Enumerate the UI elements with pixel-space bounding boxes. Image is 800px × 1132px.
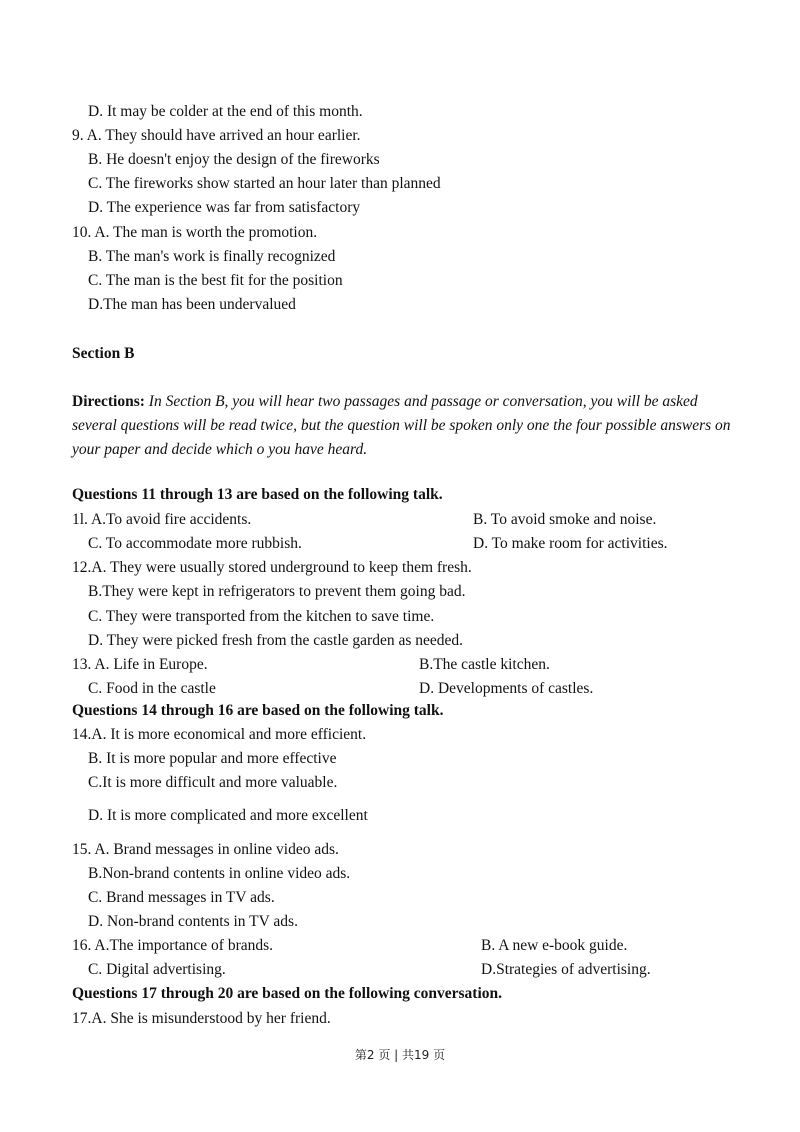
directions-label: Directions: (72, 393, 145, 410)
q15-option-b: B.Non-brand contents in online video ads. (88, 865, 351, 882)
page-footer: 第2 页 | 共19 页 (354, 1048, 446, 1062)
q12-option-d: D. They were picked fresh from the castle garden as needed. (88, 632, 463, 649)
q10-option-c: C. The man is the best fit for the position (88, 272, 343, 289)
q9-option-b: B. He doesn't enjoy the design of the fireworks (88, 151, 380, 168)
q16-option-d: D.Strategies of advertising. (481, 961, 651, 978)
q13-option-c: C. Food in the castle (88, 680, 216, 697)
q13-option-b: B.The castle kitchen. (419, 656, 550, 673)
section-b-title: Section B (72, 345, 135, 362)
q16-option-c: C. Digital advertising. (88, 961, 226, 978)
q14-option-d: D. It is more complicated and more excellent (88, 807, 368, 824)
questions-14-16-heading: Questions 14 through 16 are based on the following talk. (72, 702, 444, 719)
q9-option-c: C. The fireworks show started an hour later than planned (88, 175, 441, 192)
directions-text: In Section B, you will hear two passages and passage or conversation, you will be asked several questions will be read twice, but the question will be spoken only one the four possible answers on your paper and decide which o you have heard. (72, 393, 731, 458)
q11-option-b: B. To avoid smoke and noise. (473, 511, 657, 528)
q15-option-c: C. Brand messages in TV ads. (88, 889, 275, 906)
questions-17-20-heading: Questions 17 through 20 are based on the following conversation. (72, 985, 503, 1002)
q12-option-c: C. They were transported from the kitchen to save time. (88, 608, 435, 625)
q12-option-a: 12.A. They were usually stored underground to keep them fresh. (72, 559, 472, 576)
q10-option-b: B. The man's work is finally recognized (88, 248, 336, 265)
q11-option-c: C. To accommodate more rubbish. (88, 535, 302, 552)
q17-option-a: 17.A. She is misunderstood by her friend. (72, 1010, 331, 1027)
q14-option-b: B. It is more popular and more effective (88, 750, 337, 767)
q10-option-d: D.The man has been undervalued (88, 296, 296, 313)
q11-option-d: D. To make room for activities. (473, 535, 668, 552)
q10-option-a: 10. A. The man is worth the promotion. (72, 224, 318, 241)
q14-option-c: C.It is more difficult and more valuable. (88, 774, 338, 791)
q8-option-d: D. It may be colder at the end of this month. (88, 103, 363, 120)
q14-option-a: 14.A. It is more economical and more efficient. (72, 726, 367, 743)
q16-option-a: 16. A.The importance of brands. (72, 937, 274, 954)
questions-11-13-heading: Questions 11 through 13 are based on the following talk. (72, 486, 443, 503)
section-b-directions (72, 390, 732, 462)
q9-option-a: 9. A. They should have arrived an hour earlier. (72, 127, 361, 144)
q15-option-d: D. Non-brand contents in TV ads. (88, 913, 298, 930)
q15-option-a: 15. A. Brand messages in online video ads. (72, 841, 339, 858)
q11-option-a: 1l. A.To avoid fire accidents. (72, 511, 252, 528)
q13-option-a: 13. A. Life in Europe. (72, 656, 208, 673)
q9-option-d: D. The experience was far from satisfactory (88, 199, 361, 216)
q12-option-b: B.They were kept in refrigerators to prevent them going bad. (88, 583, 466, 600)
q16-option-b: B. A new e-book guide. (481, 937, 628, 954)
q13-option-d: D. Developments of castles. (419, 680, 594, 697)
